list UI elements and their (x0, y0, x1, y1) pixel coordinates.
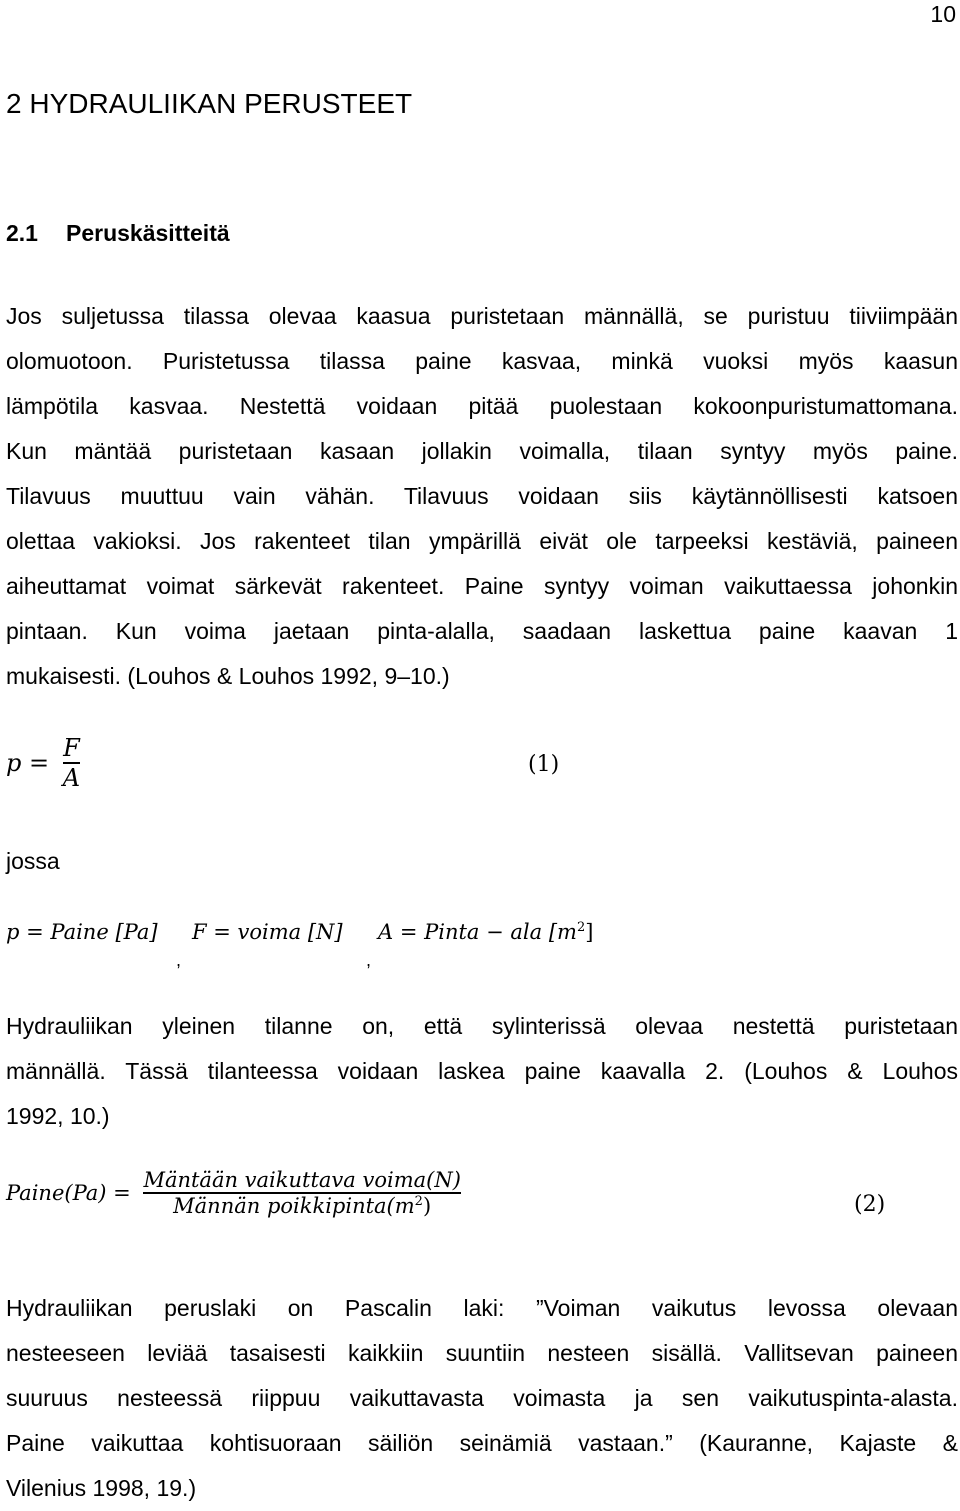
paragraph-pascal (6, 1286, 958, 1511)
formula-2-number: (2) (854, 1192, 886, 1217)
formula-1-number: (1) (528, 752, 560, 777)
paragraph-intro (6, 294, 958, 699)
formula-2-denominator-close: ) (422, 1194, 432, 1218)
paragraph-line: olettaa vakioksi. Jos rakenteet tilan ympärillä eivät ole tarpeeksi kestäviä, paineen (6, 528, 958, 554)
paragraph-line: Paine vaikuttaa kohtisuoraan säiliön seinämiä vastaan.” (Kauranne, Kajaste & (6, 1430, 958, 1456)
section-title: Peruskäsitteitä (66, 220, 230, 246)
formula-1-lhs: p = (6, 749, 50, 777)
paragraph-line: Vilenius 1998, 19.) (6, 1475, 197, 1501)
paragraph-line: suuruus nesteessä riippuu vaikuttavasta voimasta ja sen vaikutuspinta-alasta. (6, 1385, 958, 1411)
chapter-title: 2 HYDRAULIIKAN PERUSTEET (6, 88, 413, 119)
paragraph-line: Jos suljetussa tilassa olevaa kaasua puristetaan männällä, se puristuu tiiviimpään (6, 303, 958, 329)
paragraph-cylinder (6, 1004, 958, 1139)
formula-definitions-force (192, 920, 343, 944)
formula-2-lhs: Paine(Pa) = (6, 1181, 131, 1205)
formula-1-denominator: A (62, 764, 81, 792)
paragraph-line: Hydrauliikan peruslaki on Pascalin laki: ”Voiman vaikutus levossa olevaan (6, 1295, 958, 1321)
paragraph-line: nesteeseen leviää tasaisesti kaikkiin suuntiin nesteen sisällä. Vallitsevan paineen (6, 1340, 958, 1366)
paragraph-line: aiheuttamat voimat särkevät rakenteet. Paine syntyy voiman vaikuttaessa johonkin (6, 573, 958, 599)
paragraph-line: Tilavuus muuttuu vain vähän. Tilavuus voidaan siis käytännöllisesti katsoen (6, 483, 958, 509)
formula-2-fraction (143, 1168, 460, 1218)
paragraph-line: olomuotoon. Puristetussa tilassa paine kasvaa, minkä vuoksi myös kaasun (6, 348, 958, 374)
formula-2-denominator (173, 1194, 431, 1218)
formula-2-denominator-text: Männän poikkipinta(m (173, 1194, 415, 1218)
formula-2-exponent: 2 (414, 1194, 423, 1209)
section-heading (6, 218, 230, 248)
definition-force: F = voima [N] (192, 920, 343, 944)
paragraph-line: 1992, 10.) (6, 1103, 110, 1129)
paragraph-line: mukaisesti. (Louhos & Louhos 1992, 9–10.) (6, 663, 450, 689)
section-number: 2.1 (6, 220, 38, 246)
formula-2-numerator: Mäntään vaikuttava voima(N) (143, 1168, 461, 1192)
paragraph-line: Hydrauliikan yleinen tilanne on, että sylinterissä olevaa nestettä puristetaan (6, 1013, 958, 1039)
page-number: 10 (930, 1, 956, 27)
formula-definitions-area (378, 920, 593, 944)
paragraph-line: Kun mäntää puristetaan kasaan jollakin voimalla, tilaan syntyy myös paine. (6, 438, 958, 464)
formula-1-fraction (63, 734, 80, 792)
paragraph-line: männällä. Tässä tilanteessa voidaan laskea paine kaavalla 2. (Louhos & Louhos (6, 1058, 958, 1084)
paragraph-line: pintaan. Kun voima jaetaan pinta-alalla, saadaan laskettua paine kaavan 1 (6, 618, 958, 644)
formula-1 (6, 734, 80, 792)
formula-2 (6, 1168, 461, 1218)
paragraph-line: lämpötila kasvaa. Nestettä voidaan pitää puolestaan kokoonpuristumattomana. (6, 393, 958, 419)
definition-separator: , (366, 950, 372, 970)
where-label: jossa (6, 848, 60, 874)
definition-area: A = Pinta − ala [m (378, 920, 577, 944)
formula-1-numerator: F (63, 734, 80, 762)
definition-pressure: p = Paine [Pa] (6, 920, 158, 944)
definition-separator: , (176, 950, 182, 970)
definition-area-exponent: 2 (576, 920, 586, 935)
formula-definitions (6, 920, 158, 944)
definition-area-close: ] (585, 920, 594, 944)
